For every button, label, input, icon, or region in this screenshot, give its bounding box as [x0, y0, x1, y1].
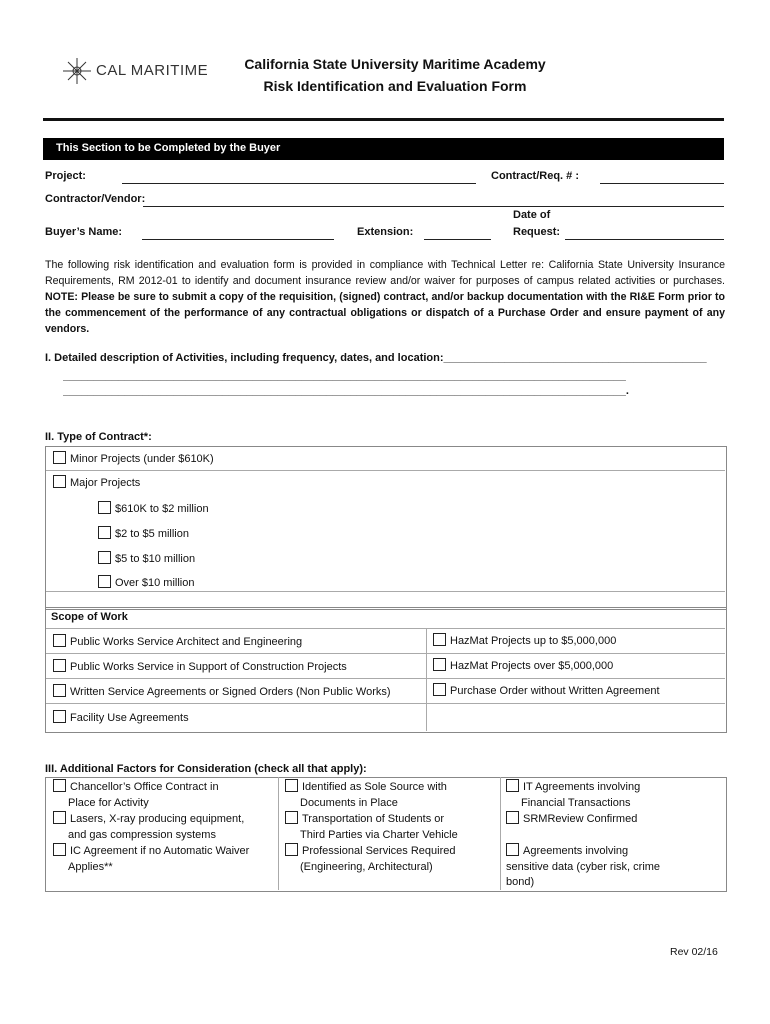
factor-label-cont: Documents in Place: [300, 796, 398, 809]
factor-label-cont: sensitive data (cyber risk, crime: [506, 860, 661, 873]
buyer-name-label: Buyer’s Name:: [45, 226, 123, 238]
scope-of-work-label: Scope of Work: [51, 611, 128, 623]
contract-req-field[interactable]: [600, 183, 724, 184]
project-field[interactable]: [122, 183, 476, 184]
intro-paragraph: [45, 257, 725, 337]
factor-option[interactable]: [285, 779, 447, 811]
scope-option[interactable]: [433, 658, 613, 672]
table-column-divider: [500, 777, 501, 890]
date-label-line2: Request:: [513, 226, 561, 238]
factor-checkbox[interactable]: [506, 843, 519, 856]
tier-checkbox[interactable]: [98, 526, 111, 539]
factor-label-cont: bond): [506, 876, 535, 888]
factor-label: Agreements involving: [523, 845, 629, 857]
tier-option[interactable]: [98, 526, 189, 540]
scope-label: Facility Use Agreements: [70, 712, 189, 724]
table-divider: [46, 591, 725, 592]
factor-checkbox[interactable]: [53, 811, 66, 824]
minor-projects-label: Minor Projects (under $610K): [70, 453, 214, 465]
factor-checkbox[interactable]: [285, 811, 298, 824]
factor-label: Professional Services Required: [302, 845, 456, 857]
table-divider: [46, 628, 725, 629]
tier-label: Over $10 million: [115, 577, 195, 589]
factor-checkbox[interactable]: [506, 811, 519, 824]
factor-label-cont: Financial Transactions: [521, 796, 631, 809]
factor-option[interactable]: [53, 843, 249, 875]
factor-label-cont: Third Parties via Charter Vehicle: [300, 828, 458, 841]
factor-option[interactable]: [506, 811, 637, 828]
factor-label: SRMReview Confirmed: [523, 813, 638, 825]
scope-checkbox[interactable]: [433, 658, 446, 671]
tier-label: $610K to $2 million: [115, 503, 209, 515]
scope-option[interactable]: [433, 633, 616, 647]
table-column-divider: [278, 777, 279, 890]
factor-checkbox[interactable]: [506, 779, 519, 792]
scope-checkbox[interactable]: [53, 710, 66, 723]
date-of-request-field[interactable]: [565, 239, 724, 240]
section-1-line3[interactable]: ____________________________________________________________________________________________.: [63, 385, 629, 397]
contractor-label: Contractor/Vendor:: [45, 193, 146, 205]
table-divider: [46, 703, 725, 704]
logo-text: CAL MARITIME: [96, 62, 209, 79]
factor-checkbox[interactable]: [53, 779, 66, 792]
factor-label: IC Agreement if no Automatic Waiver: [70, 845, 250, 857]
form-title-institution: California State University Maritime Academy: [244, 56, 546, 72]
scope-option[interactable]: [433, 683, 660, 697]
factor-option[interactable]: [506, 843, 660, 891]
factor-checkbox[interactable]: [285, 779, 298, 792]
date-label-line1: Date of: [513, 209, 551, 221]
minor-projects-checkbox[interactable]: [53, 451, 66, 464]
factor-label: Transportation of Students or: [302, 813, 445, 825]
tier-option[interactable]: [98, 501, 209, 515]
tier-checkbox[interactable]: [98, 575, 111, 588]
tier-checkbox[interactable]: [98, 551, 111, 564]
major-projects-checkbox[interactable]: [53, 475, 66, 488]
intro-note: NOTE: Please be sure to submit a copy of the requisition, (signed) contract, and/or backup documentation with the RI&E Form prior to the commencement of the performance of any contractual obligations or dispatch of a Purchase Order and ensure payment of any vendors.: [45, 291, 725, 335]
factor-label: Chancellor’s Office Contract in: [70, 781, 219, 793]
major-projects-label: Major Projects: [70, 477, 141, 489]
factor-label-cont: Applies**: [68, 860, 113, 873]
factor-label: IT Agreements involving: [523, 781, 641, 793]
scope-label: HazMat Projects over $5,000,000: [450, 660, 614, 672]
compass-star-icon: [60, 56, 94, 86]
contractor-field[interactable]: [143, 206, 724, 207]
table-divider: [46, 653, 725, 654]
factor-checkbox[interactable]: [285, 843, 298, 856]
buyer-name-field[interactable]: [142, 239, 334, 240]
header-divider: [43, 118, 724, 121]
scope-label: Written Service Agreements or Signed Orders (Non Public Works): [70, 686, 391, 698]
scope-label: Purchase Order without Written Agreement: [450, 685, 660, 697]
tier-label: $2 to $5 million: [115, 528, 189, 540]
section-2-label: II. Type of Contract*:: [45, 431, 152, 443]
section-1-label: I. Detailed description of Activities, including frequency, dates, and location:___________________________________________: [45, 352, 707, 364]
table-divider: [46, 678, 725, 679]
buyer-section-heading: This Section to be Completed by the Buyer: [43, 138, 724, 160]
scope-checkbox[interactable]: [53, 684, 66, 697]
project-label: Project:: [45, 170, 86, 182]
factor-label-cont: Place for Activity: [68, 796, 149, 809]
factor-label-cont: and gas compression systems: [68, 828, 216, 841]
factor-option[interactable]: [285, 811, 458, 843]
scope-checkbox[interactable]: [433, 633, 446, 646]
scope-option[interactable]: [53, 710, 189, 724]
factor-label: Identified as Sole Source with: [302, 781, 447, 793]
table-divider: [46, 470, 725, 471]
revision-label: Rev 02/16: [670, 946, 718, 958]
scope-checkbox[interactable]: [433, 683, 446, 696]
factor-option[interactable]: [53, 811, 244, 843]
scope-label: Public Works Service in Support of Construction Projects: [70, 661, 347, 673]
tier-option[interactable]: [98, 551, 195, 565]
extension-field[interactable]: [424, 239, 491, 240]
scope-option[interactable]: [53, 659, 347, 673]
scope-checkbox[interactable]: [53, 634, 66, 647]
tier-label: $5 to $10 million: [115, 553, 196, 565]
factor-option[interactable]: [285, 843, 455, 875]
tier-option[interactable]: [98, 575, 194, 589]
major-projects-option[interactable]: [53, 475, 140, 489]
factor-label-cont: (Engineering, Architectural): [300, 860, 433, 873]
scope-option[interactable]: [53, 684, 391, 698]
contract-req-label: Contract/Req. # :: [491, 170, 580, 182]
scope-checkbox[interactable]: [53, 659, 66, 672]
intro-text: The following risk identification and evaluation form is provided in compliance with Technical Letter re: California State University Insurance Requirements, RM 2012-01 to identify and document insurance review and/or waiver for purposes of campus related activities or purchases.: [45, 259, 725, 287]
extension-label: Extension:: [357, 226, 414, 238]
scope-label: HazMat Projects up to $5,000,000: [450, 635, 617, 647]
factor-checkbox[interactable]: [53, 843, 66, 856]
factor-label: Lasers, X-ray producing equipment,: [70, 813, 245, 825]
form-title: Risk Identification and Evaluation Form: [263, 78, 527, 94]
tier-checkbox[interactable]: [98, 501, 111, 514]
section-1-line2[interactable]: ____________________________________________________________________________________________: [63, 370, 626, 382]
table-column-divider: [426, 628, 427, 731]
scope-label: Public Works Service Architect and Engineering: [70, 636, 303, 648]
minor-projects-option[interactable]: [53, 451, 214, 465]
factor-option[interactable]: [53, 779, 219, 811]
scope-option[interactable]: [53, 634, 302, 648]
section-3-label: III. Additional Factors for Consideration (check all that apply):: [45, 763, 367, 775]
factor-option[interactable]: [506, 779, 640, 811]
